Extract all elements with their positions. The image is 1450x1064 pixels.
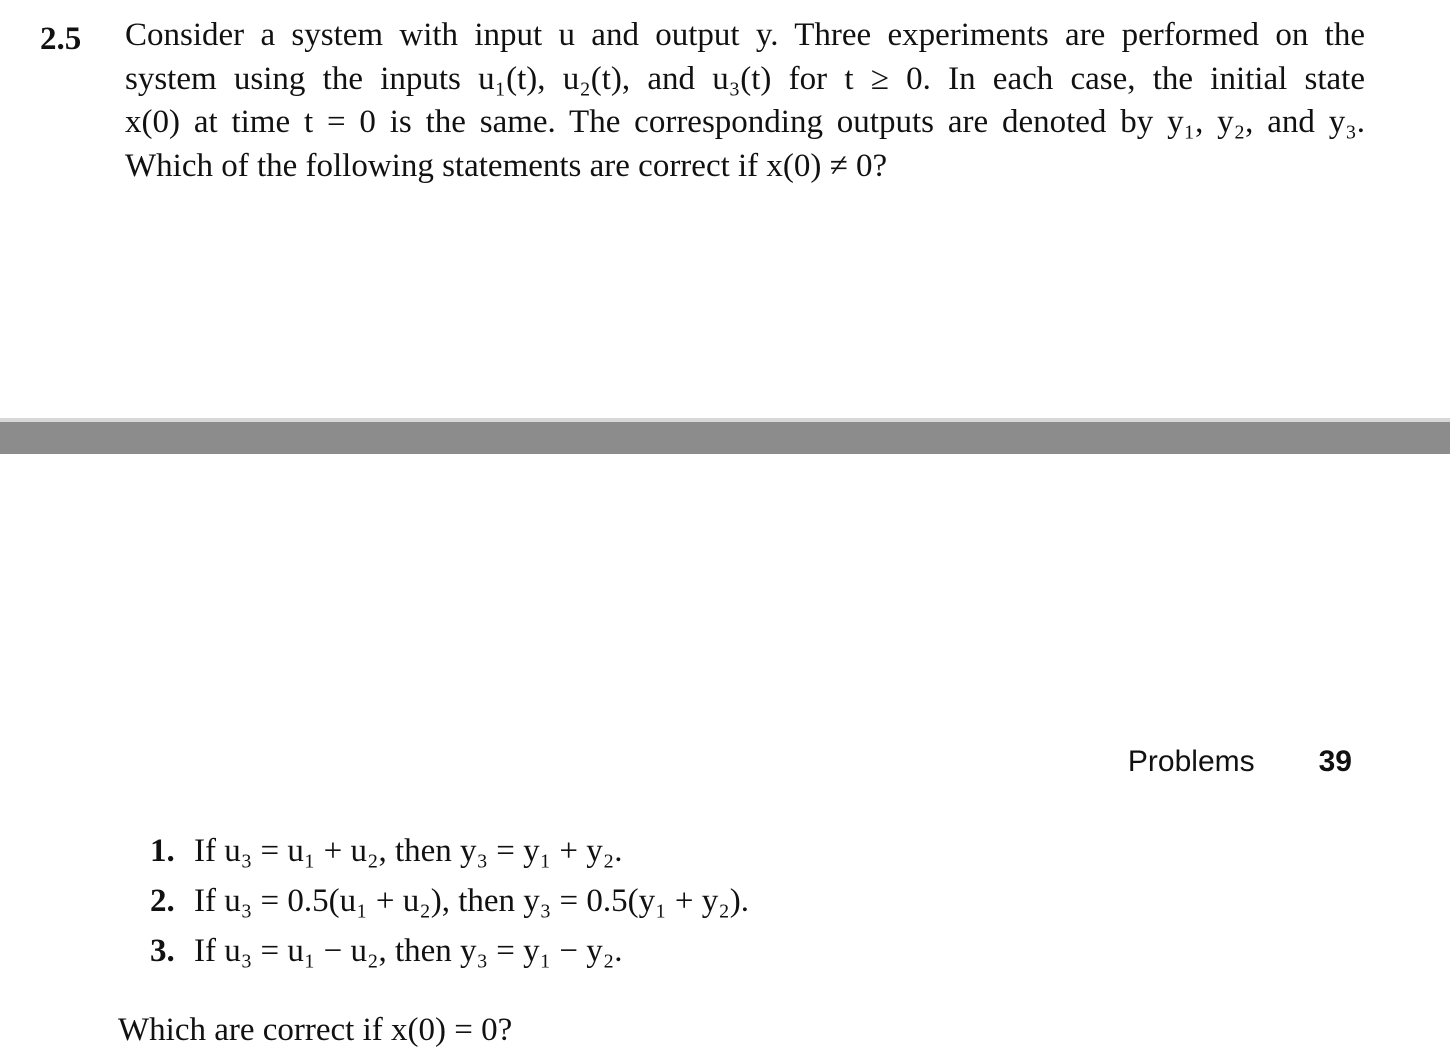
problem-line: x(0) at time t = 0 is the same. The corresponding outputs are denoted by y₁, y₂, and y₃. [125, 104, 1365, 140]
problem-line: Consider a system with input u and output y. Three experiments are performed on the [125, 17, 1365, 53]
problem-statement [125, 14, 1365, 188]
list-item [150, 826, 749, 876]
statement-number: 1. [150, 833, 175, 869]
problem-line: Which of the following statements are correct if x(0) ≠ 0? [125, 147, 888, 184]
statement-text: If u₃ = 0.5(u₁ + u₂), then y₃ = 0.5(y₁ + y₂). [194, 883, 749, 919]
statement-text: If u₃ = u₁ + u₂, then y₃ = y₁ + y₂. [194, 833, 623, 869]
statement-number: 3. [150, 933, 175, 969]
statement-list [150, 826, 749, 976]
problem-line: system using the inputs u₁(t), u₂(t), and u₃(t) for t ≥ 0. In each case, the initial state [125, 60, 1365, 97]
closing-question: Which are correct if x(0) = 0? [118, 1012, 513, 1048]
list-item [150, 926, 749, 976]
list-item [150, 876, 749, 926]
section-title: Problems [1127, 745, 1255, 778]
page-separator [0, 418, 1450, 454]
statement-number: 2. [150, 883, 175, 919]
page-top-section [0, 0, 1450, 418]
problem-number: 2.5 [40, 21, 82, 57]
running-header [1128, 742, 1352, 782]
page-number: 39 [1318, 745, 1352, 778]
statement-text: If u₃ = u₁ − u₂, then y₃ = y₁ − y₂. [194, 933, 623, 969]
